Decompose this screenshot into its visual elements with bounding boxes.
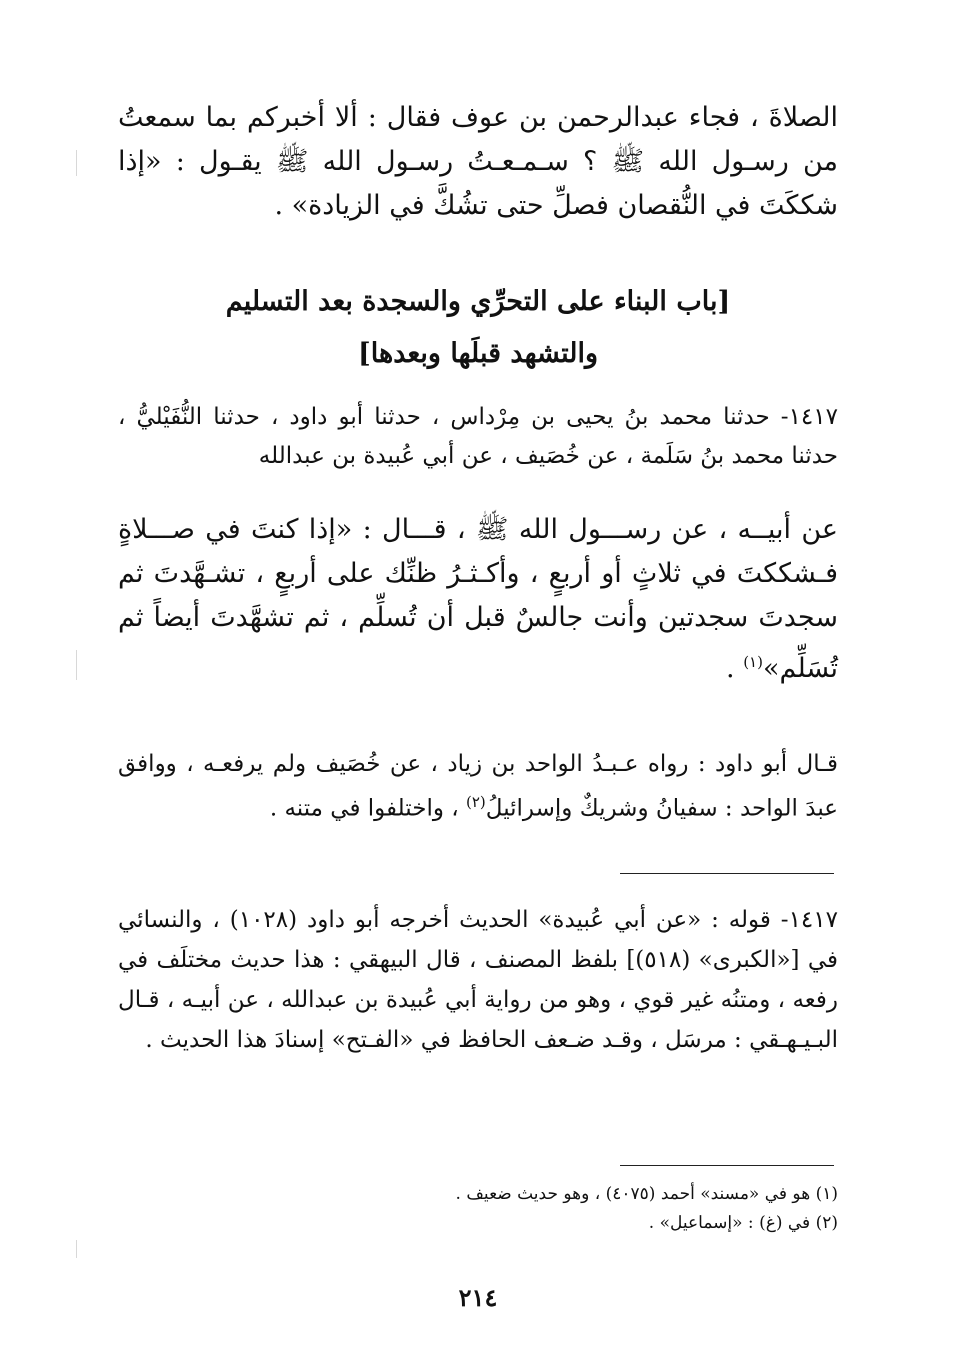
hadith-matn-text	[118, 508, 838, 691]
hadith-isnad-text: ١٤١٧- حدثنا محمد بنُ يحيى بن مِرْداس ، حدثنا أبو داود ، حدثنا النُّفَيْليُّ ، حدثنا محمد بنُ سَلَمة ، عن خُصَيف ، عن أبي عُبيدة بن عبدالله	[118, 404, 838, 469]
footnote-divider	[620, 1165, 834, 1166]
footnote-ref-1: (١)	[743, 653, 763, 671]
margin-mark	[76, 1240, 77, 1258]
hadith-isnad	[118, 398, 838, 476]
footnote-2: (٢) في (غ) : «إسماعيل» .	[648, 1213, 838, 1233]
margin-mark	[76, 650, 77, 680]
footnotes	[118, 1180, 838, 1238]
intro-paragraph	[118, 96, 838, 228]
page-number: ٢١٤	[458, 1283, 498, 1312]
hadith-matn	[118, 508, 838, 691]
margin-mark	[76, 150, 77, 176]
hadith-matn-body: عن أبيــه ، عن رســـول الله ﷺ ، قـــال : «إذا كنتَ في صـــلاةٍ فـشككتَ في ثلاثٍ أو أربعٍ ، وأكـثـرُ ظنِّك على أربعٍ ، تشـهَّدتَ ثم سجدتَ سجدتين وأنت جالسٌ قبل أن تُسلِّم ، ثم تشهَّدتَ أيضاً ثم تُسَلِّم»	[118, 514, 838, 684]
footnote-1: (١) هو في «مسند» أحمد (٤٠٧٥) ، وهو حديث ضعيف .	[455, 1184, 838, 1204]
chapter-heading	[118, 276, 838, 380]
chapter-heading-line2: والتشهد قبلَها وبعدها]	[357, 338, 599, 369]
footnote-ref-2: (٢)	[466, 793, 486, 811]
intro-paragraph-text: الصلاةَ ، فجاء عبدالرحمن بن عوف فقال : ألا أخبركم بما سمعتُ من رسـول الله ﷺ ؟ سـمـعـتُ رسـول الله ﷺ يقـول : «إذا شككَتَ في النُّقصان فصلِّ حتى تشُكَّ في الزيادة» .	[118, 102, 838, 221]
abu-dawud-note-text	[118, 745, 838, 828]
commentary-divider	[620, 873, 834, 874]
abu-dawud-note-tail: ، واختلفوا في متنه .	[269, 795, 466, 822]
hadith-matn-tail: .	[726, 653, 744, 684]
abu-dawud-note	[118, 745, 838, 828]
commentary-text: ١٤١٧- قوله : «عن أبي عُبيدة» الحديث أخرجه أبو داود (١٠٢٨) ، والنسائي في [«الكبرى» (٥١٨)] بلفظ المصنف ، قال البيهقي : هذا حديث مختلَف في رفعه ، ومتنُه غير قوي ، وهو من رواية أبي عُبيدة بن عبدالله ، عن أبيـه ، قـال البـيـهـقي : مرسَل ، وقـد ضـعف الحافظ في «الفـتح» إسنادَ هذا الحديث .	[118, 907, 838, 1053]
chapter-heading-line1: [باب البناء على التحرِّي والسجدة بعد التسليم	[225, 286, 731, 317]
abu-dawud-note-body: قـال أبو داود : رواه عـبـدُ الواحد بن زياد ، عن خُصَيف ولم يرفعـه ، ووافق عبدَ الواحد : سفيانُ وشريكٌ وإسرائيلُ	[118, 751, 838, 822]
commentary	[118, 900, 838, 1060]
